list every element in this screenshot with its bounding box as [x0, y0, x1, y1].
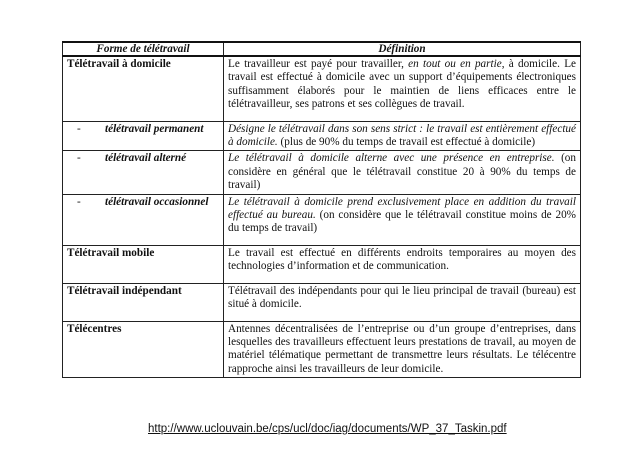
term-teletravail-independant: Télétravail indépendant — [63, 283, 224, 321]
table-row-teletravail-alterne — [63, 151, 581, 194]
definition-emphasis: Désigne le télétravail dans son sens strict : le travail est entièrement effectué à domicile. — [228, 122, 576, 149]
teletravail-definitions-table — [62, 41, 581, 378]
table-row-teletravail-occasionnel — [63, 194, 581, 245]
term-teletravail-permanent — [63, 121, 224, 151]
definition-teletravail-alterne — [224, 151, 581, 194]
definition-teletravail-occasionnel — [224, 194, 581, 245]
header-forme: Forme de télétravail — [63, 42, 224, 56]
table-header-row — [63, 42, 581, 56]
definition-emphasis: Le télétravail à domicile alterne avec une présence en entreprise. — [228, 152, 555, 165]
definition-telecentres: Antennes décentralisées de l’entreprise ou d’un groupe d’entreprises, dans lesquelles des travailleurs effectuent leurs prestations de travail, au moyen de matériel télématique permettant de transmettre leurs résultats. Le télécentre rapproche ainsi les travailleurs de leur domicile. — [224, 321, 581, 378]
term-label: télétravail alterné — [105, 152, 187, 165]
definition-emphasis: Le télétravail à domicile prend exclusivement place en addition du travail effectué au bureau. — [228, 195, 576, 222]
header-definition: Définition — [224, 42, 581, 56]
term-teletravail-domicile: Télétravail à domicile — [63, 56, 224, 121]
definition-teletravail-independant: Télétravail des indépendants pour qui le lieu principal de travail (bureau) est situé à domicile. — [224, 283, 581, 321]
term-teletravail-occasionnel — [63, 194, 224, 245]
definition-teletravail-domicile — [224, 56, 581, 121]
list-dash: - — [77, 195, 81, 208]
term-telecentres: Télécentres — [63, 321, 224, 378]
table-row-teletravail-permanent — [63, 121, 581, 151]
definition-text: , à domicile. Le travail est effectué à domicile avec un support d’équipements électroniques suffisamment élaborés pour le maintien de liens efficaces entre le télétravailleur, ses patrons et ses collègues de travail. — [228, 58, 576, 111]
list-dash: - — [77, 152, 81, 165]
definition-text: (on considère que le télétravail constitue moins de 20% du temps de travail) — [228, 209, 576, 235]
list-dash: - — [77, 122, 81, 135]
term-teletravail-alterne — [63, 151, 224, 194]
term-teletravail-mobile: Télétravail mobile — [63, 245, 224, 283]
definition-teletravail-permanent — [224, 121, 581, 151]
definition-text: (on considère en général que le télétravail constitue 20 à 90% du temps de travail) — [228, 152, 576, 192]
term-label: télétravail occasionnel — [105, 195, 209, 208]
table-row-teletravail-domicile — [63, 56, 581, 121]
definition-text: Le travailleur est payé pour travailler, — [228, 58, 409, 70]
table-row-teletravail-mobile — [63, 245, 581, 283]
term-label: télétravail permanent — [105, 122, 204, 135]
source-link[interactable]: http://www.uclouvain.be/cps/ucl/doc/iag/documents/WP_37_Taskin.pdf — [148, 423, 507, 435]
definition-text: (plus de 90% du temps de travail est effectué à domicile) — [277, 136, 536, 149]
table-row-teletravail-independant — [63, 283, 581, 321]
table-row-telecentres — [63, 321, 581, 378]
definition-emphasis: en tout ou en partie — [408, 58, 502, 70]
definition-teletravail-mobile: Le travail est effectué en différents endroits temporaires au moyen des technologies d’information et de communication. — [224, 245, 581, 283]
